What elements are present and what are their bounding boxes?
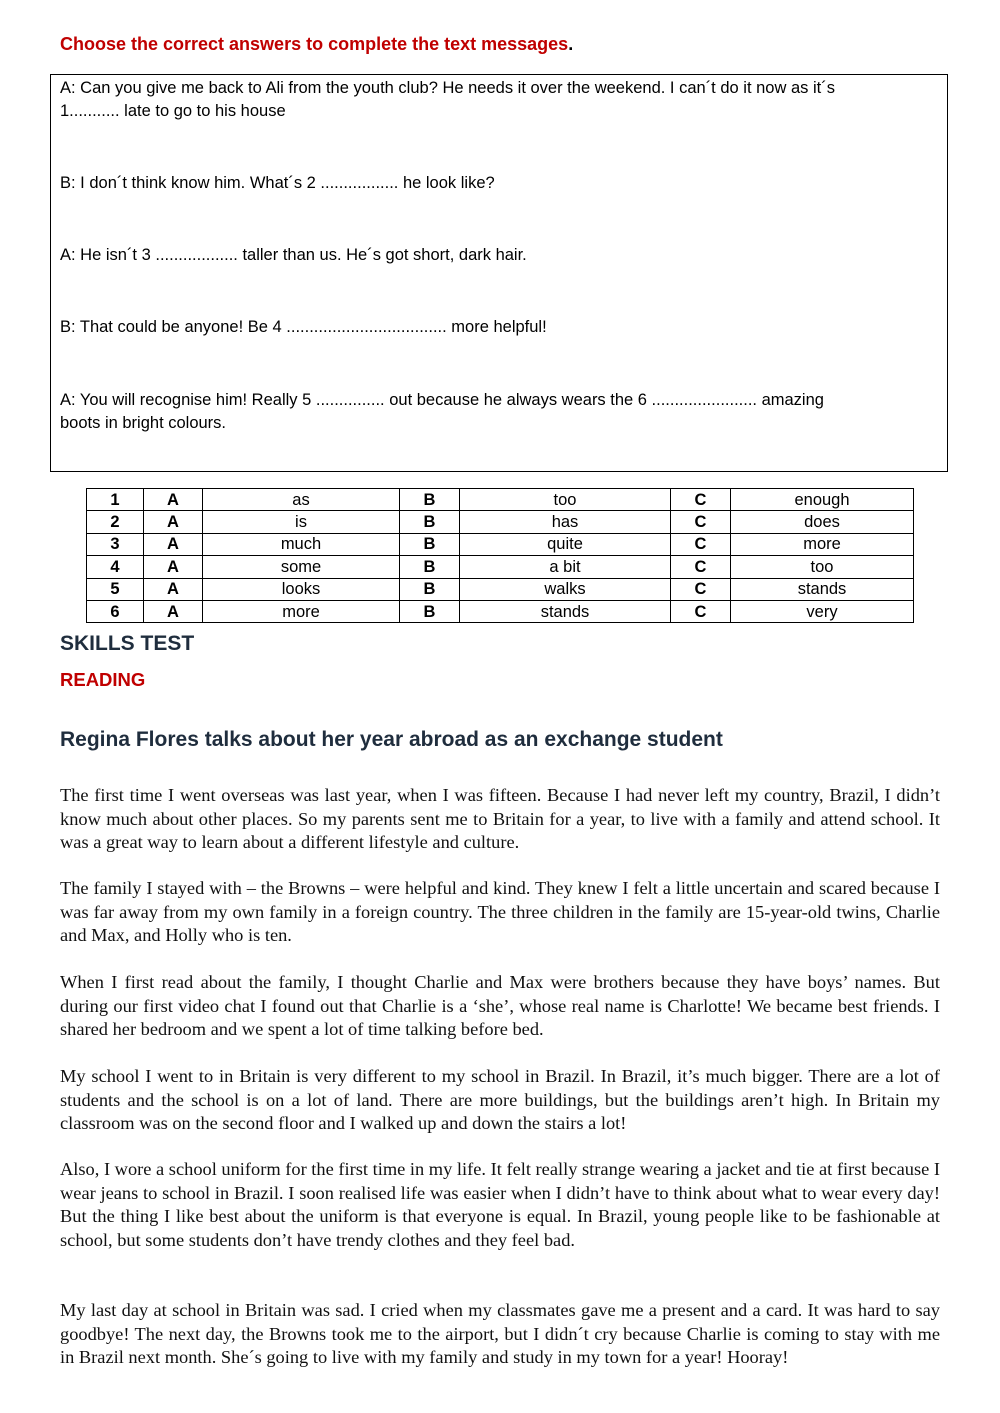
option-a-letter: A [144, 556, 203, 578]
option-b-letter: B [400, 533, 460, 555]
option-a-letter: A [144, 489, 203, 511]
dialog-line-1b: 1........... late to go to his house [60, 102, 286, 120]
option-a-letter: A [144, 511, 203, 533]
dialog-line-5b: boots in bright colours. [60, 414, 227, 432]
dialog-line-4: B: That could be anyone! Be 4 ................................... more helpful! [60, 318, 547, 336]
option-a-text[interactable]: as [203, 489, 400, 511]
article-paragraph-4: My school I went to in Britain is very different to my school in Brazil. In Brazil, it’s much bigger. There are a lot of students and the school is on a lot of land. There are more buildings, but the buildings aren’t high. In Britain my classroom was on the second floor and I walked up and down the stairs a lot! [60, 1066, 940, 1133]
option-c-text[interactable]: does [731, 511, 914, 533]
option-c-letter: C [671, 556, 731, 578]
dialog-line-3: A: He isn´t 3 .................. taller than us. He´s got short, dark hair. [60, 246, 527, 264]
option-c-text[interactable]: more [731, 533, 914, 555]
option-b-letter: B [400, 600, 460, 622]
question-number: 1 [87, 489, 144, 511]
option-b-text[interactable]: walks [460, 578, 671, 600]
option-b-letter: B [400, 511, 460, 533]
question-number: 2 [87, 511, 144, 533]
instruction-heading [60, 34, 573, 55]
option-c-text[interactable]: very [731, 600, 914, 622]
option-b-text[interactable]: quite [460, 533, 671, 555]
options-row-4 [87, 556, 914, 578]
option-a-text[interactable]: much [203, 533, 400, 555]
option-b-letter: B [400, 489, 460, 511]
answer-options-table [86, 488, 914, 623]
option-c-text[interactable]: stands [731, 578, 914, 600]
option-b-letter: B [400, 578, 460, 600]
text-message-dialog [50, 74, 948, 472]
option-b-text[interactable]: too [460, 489, 671, 511]
question-number: 4 [87, 556, 144, 578]
options-row-3 [87, 533, 914, 555]
article-paragraph-6: My last day at school in Britain was sad. I cried when my classmates gave me a present and a card. It was hard to say goodbye! The next day, the Browns took me to the airport, but I didn´t cry because Charlie is coming to stay with me in Brazil next month. She´s going to live with my family and study in my town for a year! Hooray! [60, 1300, 940, 1367]
option-c-letter: C [671, 600, 731, 622]
option-c-letter: C [671, 489, 731, 511]
options-row-5 [87, 578, 914, 600]
skills-test-heading: SKILLS TEST [60, 632, 195, 655]
option-b-text[interactable]: a bit [460, 556, 671, 578]
instruction-period: . [568, 34, 574, 54]
option-a-text[interactable]: some [203, 556, 400, 578]
options-row-1 [87, 489, 914, 511]
option-c-letter: C [671, 511, 731, 533]
options-row-2 [87, 511, 914, 533]
article-paragraph-2: The family I stayed with – the Browns – were helpful and kind. They knew I felt a little uncertain and scared because I was far away from my own family in a foreign country. The three children in the family are 15-year-old twins, Charlie and Max, and Holly who is ten. [60, 878, 940, 945]
option-c-text[interactable]: enough [731, 489, 914, 511]
option-a-letter: A [144, 600, 203, 622]
question-number: 5 [87, 578, 144, 600]
option-b-text[interactable]: stands [460, 600, 671, 622]
article-title: Regina Flores talks about her year abroad as an exchange student [60, 728, 723, 751]
option-c-text[interactable]: too [731, 556, 914, 578]
option-a-letter: A [144, 578, 203, 600]
dialog-line-1a: A: Can you give me back to Ali from the youth club? He needs it over the weekend. I can´t do it now as it´s [60, 79, 835, 97]
option-a-text[interactable]: looks [203, 578, 400, 600]
options-row-6 [87, 600, 914, 622]
instruction-text: Choose the correct answers to complete the text messages [60, 34, 569, 54]
dialog-line-2: B: I don´t think know him. What´s 2 ................. he look like? [60, 174, 495, 192]
option-a-letter: A [144, 533, 203, 555]
option-b-text[interactable]: has [460, 511, 671, 533]
article-paragraph-1: The first time I went overseas was last year, when I was fifteen. Because I had never left my country, Brazil, I didn’t know much about other places. So my parents sent me to Britain for a year, to live with a family and attend school. It was a great way to learn about a different lifestyle and culture. [60, 785, 940, 852]
dialog-line-5a: A: You will recognise him! Really 5 ............... out because he always wears the 6 ....................... amazing [60, 391, 824, 409]
article-paragraph-3: When I first read about the family, I thought Charlie and Max were brothers because they have boys’ names. But during our first video chat I found out that Charlie is a ‘she’, whose real name is Charlotte! We became best friends. I shared her bedroom and we spent a lot of time talking before bed. [60, 972, 940, 1039]
option-a-text[interactable]: more [203, 600, 400, 622]
question-number: 6 [87, 600, 144, 622]
option-a-text[interactable]: is [203, 511, 400, 533]
reading-heading: READING [60, 669, 146, 690]
option-c-letter: C [671, 533, 731, 555]
option-c-letter: C [671, 578, 731, 600]
option-b-letter: B [400, 556, 460, 578]
article-paragraph-5: Also, I wore a school uniform for the first time in my life. It felt really strange wearing a jacket and tie at first because I wear jeans to school in Brazil. I soon realised life was easier when I didn’t have to think about what to wear every day! But the thing I like best about the uniform is that everyone is equal. In Brazil, young people like to be fashionable at school, but some students don’t have trendy clothes and they feel bad. [60, 1159, 940, 1250]
question-number: 3 [87, 533, 144, 555]
